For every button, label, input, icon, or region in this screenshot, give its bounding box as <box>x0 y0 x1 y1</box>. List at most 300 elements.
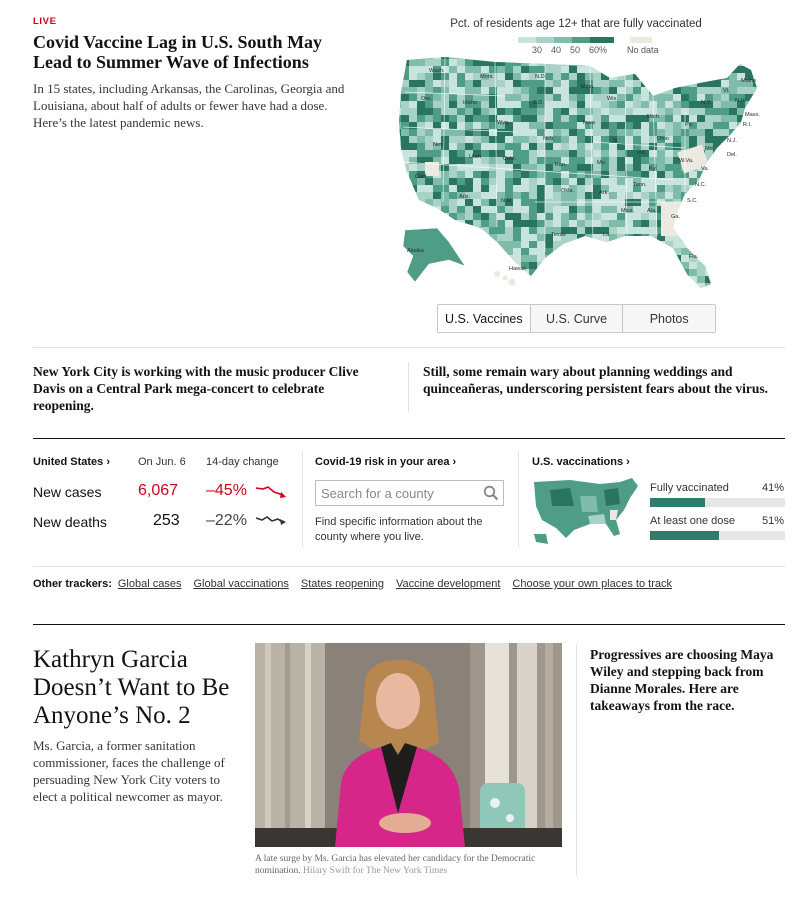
county-cell <box>673 276 681 283</box>
county-cell <box>561 94 569 101</box>
county-cell <box>753 199 761 206</box>
county-cell <box>385 129 393 136</box>
county-cell <box>769 262 777 269</box>
county-cell <box>569 80 577 87</box>
link-vaccine-development[interactable]: Vaccine development <box>396 578 501 590</box>
county-cell <box>777 199 785 206</box>
county-cell <box>401 52 409 59</box>
county-cell <box>777 283 785 290</box>
county-cell <box>609 115 617 122</box>
county-cell <box>417 73 425 80</box>
county-cell <box>737 227 745 234</box>
county-cell <box>505 52 513 59</box>
search-icon[interactable] <box>483 485 499 501</box>
county-cell <box>561 108 569 115</box>
county-cell <box>689 101 697 108</box>
county-cell <box>633 276 641 283</box>
county-cell <box>625 115 633 122</box>
county-cell <box>585 269 593 276</box>
county-cell <box>449 171 457 178</box>
fully-vaccinated-label: Fully vaccinated <box>650 482 729 494</box>
county-cell <box>681 206 689 213</box>
legend-tick: 30 <box>532 45 543 55</box>
county-cell <box>561 52 569 59</box>
county-cell <box>777 248 785 255</box>
county-cell <box>617 73 625 80</box>
county-cell <box>497 136 505 143</box>
county-cell <box>401 59 409 66</box>
county-cell <box>745 52 753 59</box>
county-cell <box>721 66 729 73</box>
county-cell <box>641 136 649 143</box>
map-tabs <box>437 304 716 333</box>
link-global-vaccinations[interactable]: Global vaccinations <box>193 578 289 590</box>
legend-swatch <box>536 37 554 43</box>
county-cell <box>497 59 505 66</box>
county-cell <box>489 262 497 269</box>
county-cell <box>705 80 713 87</box>
county-cell <box>777 290 785 292</box>
county-cell <box>449 234 457 241</box>
county-cell <box>385 101 393 108</box>
county-cell <box>753 171 761 178</box>
link-global-cases[interactable]: Global cases <box>117 578 182 590</box>
county-cell <box>473 248 481 255</box>
county-cell <box>681 87 689 94</box>
county-cell <box>505 227 513 234</box>
county-cell <box>409 206 417 213</box>
county-cell <box>393 241 401 248</box>
county-cell <box>673 136 681 143</box>
county-cell <box>713 248 721 255</box>
county-cell <box>761 241 769 248</box>
county-cell <box>665 241 673 248</box>
county-cell <box>529 136 537 143</box>
county-cell <box>705 255 713 262</box>
county-cell <box>481 136 489 143</box>
county-cell <box>521 115 529 122</box>
county-cell <box>745 206 753 213</box>
county-cell <box>497 52 505 59</box>
county-cell <box>465 164 473 171</box>
county-cell <box>521 129 529 136</box>
county-cell <box>521 108 529 115</box>
county-cell <box>577 94 585 101</box>
county-cell <box>529 59 537 66</box>
county-cell <box>713 199 721 206</box>
county-cell <box>489 227 497 234</box>
county-cell <box>681 80 689 87</box>
us-vaccinations-link[interactable]: U.S. vaccinations › <box>532 456 630 468</box>
county-cell <box>769 178 777 185</box>
county-cell <box>481 101 489 108</box>
county-cell <box>433 276 441 283</box>
county-cell <box>545 185 553 192</box>
county-cell <box>641 283 649 290</box>
county-cell <box>713 108 721 115</box>
state-label: W.Va. <box>679 158 694 164</box>
county-cell <box>529 157 537 164</box>
county-cell <box>577 220 585 227</box>
county-cell <box>617 185 625 192</box>
state-label: Calif. <box>415 174 428 180</box>
county-cell <box>513 94 521 101</box>
county-cell <box>553 276 561 283</box>
county-cell <box>393 199 401 206</box>
county-cell <box>625 220 633 227</box>
county-cell <box>617 129 625 136</box>
county-cell <box>497 129 505 136</box>
county-cell <box>465 80 473 87</box>
county-cell <box>665 255 673 262</box>
county-cell <box>625 241 633 248</box>
county-cell <box>537 185 545 192</box>
garcia-summary[interactable]: Ms. Garcia, a former sanitation commissioner, faces the challenge of persuading New York City voters to elect a political newcomer as mayor. <box>33 738 225 804</box>
top-headline[interactable]: Covid Vaccine Lag in U.S. South May Lead to Summer Wave of Infections <box>33 32 323 72</box>
county-cell <box>657 185 665 192</box>
county-cell <box>625 199 633 206</box>
county-cell <box>449 157 457 164</box>
county-cell <box>721 122 729 129</box>
top-summary[interactable]: In 15 states, including Arkansas, the Carolinas, Georgia and Louisiana, about half of adults or fewer have had a dose. Here’s the latest pandemic news. <box>33 81 345 130</box>
county-cell <box>457 157 465 164</box>
county-cell <box>697 199 705 206</box>
county-cell <box>545 143 553 150</box>
county-cell <box>385 213 393 220</box>
county-cell <box>561 136 569 143</box>
county-cell <box>729 129 737 136</box>
county-cell <box>585 276 593 283</box>
link-choose-places[interactable]: Choose your own places to track <box>512 578 672 590</box>
photo-caption <box>255 853 562 877</box>
county-cell <box>409 283 417 290</box>
secondary-headline-left[interactable]: New York City is working with the music producer Clive Davis on a Central Park mega-concert to celebrate reopening. <box>33 364 359 413</box>
county-cell <box>729 59 737 66</box>
county-cell <box>705 213 713 220</box>
county-cell <box>521 59 529 66</box>
county-cell <box>393 220 401 227</box>
county-cell <box>481 66 489 73</box>
county-cell <box>441 115 449 122</box>
county-cell <box>761 94 769 101</box>
county-cell <box>633 73 641 80</box>
county-cell <box>625 101 633 108</box>
county-cell <box>577 255 585 262</box>
county-cell <box>713 262 721 269</box>
county-cell <box>385 227 393 234</box>
county-cell <box>417 199 425 206</box>
county-cell <box>465 213 473 220</box>
county-cell <box>697 290 705 292</box>
state-label: Okla. <box>561 188 575 194</box>
state-label: Md. <box>705 146 715 152</box>
county-cell <box>761 220 769 227</box>
county-cell <box>505 101 513 108</box>
county-cell <box>585 227 593 234</box>
county-cell <box>729 248 737 255</box>
county-cell <box>585 108 593 115</box>
county-cell <box>633 227 641 234</box>
county-cell <box>569 122 577 129</box>
county-cell <box>713 157 721 164</box>
county-cell <box>505 143 513 150</box>
link-states-reopening[interactable]: States reopening <box>300 578 385 590</box>
county-cell <box>577 290 585 292</box>
county-cell <box>601 276 609 283</box>
county-cell <box>705 59 713 66</box>
county-cell <box>561 241 569 248</box>
mini-vaccination-map[interactable] <box>530 476 640 546</box>
tab-photos[interactable]: Photos <box>622 305 715 332</box>
county-cell <box>457 59 465 66</box>
county-cell <box>425 206 433 213</box>
county-cell <box>449 185 457 192</box>
photo-credit: Hilary Swift for The New York Times <box>303 866 448 876</box>
county-cell <box>457 73 465 80</box>
county-cell <box>665 115 673 122</box>
county-cell <box>497 262 505 269</box>
county-cell <box>665 192 673 199</box>
county-cell <box>401 220 409 227</box>
county-cell <box>561 269 569 276</box>
county-cell <box>777 178 785 185</box>
county-cell <box>617 80 625 87</box>
county-cell <box>665 59 673 66</box>
county-cell <box>657 87 665 94</box>
county-cell <box>393 80 401 87</box>
county-cell <box>617 262 625 269</box>
county-cell <box>641 171 649 178</box>
state-label: Wis. <box>607 96 618 102</box>
county-cell <box>609 59 617 66</box>
county-cell <box>537 115 545 122</box>
county-cell <box>433 129 441 136</box>
county-cell <box>641 213 649 220</box>
county-cell <box>457 164 465 171</box>
county-cell <box>593 101 601 108</box>
county-cell <box>745 262 753 269</box>
county-cell <box>553 115 561 122</box>
county-cell <box>521 136 529 143</box>
county-cell <box>633 199 641 206</box>
county-cell <box>481 262 489 269</box>
tab-us-vaccines[interactable]: U.S. Vaccines <box>438 305 530 332</box>
county-cell <box>537 178 545 185</box>
county-cell <box>481 283 489 290</box>
county-cell <box>521 248 529 255</box>
county-search-input[interactable] <box>315 480 504 506</box>
county-cell <box>649 248 657 255</box>
county-cell <box>601 143 609 150</box>
county-cell <box>553 178 561 185</box>
county-cell <box>657 269 665 276</box>
county-cell <box>569 164 577 171</box>
county-cell <box>697 262 705 269</box>
county-cell <box>705 234 713 241</box>
county-cell <box>697 283 705 290</box>
county-cell <box>417 80 425 87</box>
county-cell <box>425 73 433 80</box>
county-cell <box>561 87 569 94</box>
county-cell <box>729 220 737 227</box>
county-cell <box>401 290 409 292</box>
progressives-headline[interactable]: Progressives are choosing Maya Wiley and stepping back from Dianne Morales. Here are takeaways from the race. <box>590 647 774 713</box>
county-cell <box>777 101 785 108</box>
county-cell <box>561 143 569 150</box>
county-cell <box>601 52 609 59</box>
county-cell <box>689 227 697 234</box>
garcia-photo[interactable] <box>255 643 562 847</box>
us-vaccination-map[interactable] <box>385 52 785 292</box>
county-cell <box>769 248 777 255</box>
county-cell <box>641 129 649 136</box>
county-cell <box>745 234 753 241</box>
county-cell <box>673 73 681 80</box>
county-cell <box>393 122 401 129</box>
date-label: On Jun. 6 <box>138 456 186 468</box>
county-cell <box>393 248 401 255</box>
county-cell <box>393 108 401 115</box>
county-cell <box>745 227 753 234</box>
county-cell <box>401 143 409 150</box>
county-cell <box>417 52 425 59</box>
county-cell <box>409 220 417 227</box>
county-cell <box>689 276 697 283</box>
county-cell <box>649 150 657 157</box>
county-cell <box>449 269 457 276</box>
state-label: N.H. <box>735 98 747 104</box>
county-cell <box>545 129 553 136</box>
county-cell <box>529 108 537 115</box>
county-cell <box>721 157 729 164</box>
county-cell <box>385 52 393 59</box>
county-cell <box>569 262 577 269</box>
county-cell <box>393 269 401 276</box>
county-cell <box>401 276 409 283</box>
county-cell <box>601 108 609 115</box>
county-cell <box>569 52 577 59</box>
county-cell <box>473 115 481 122</box>
county-cell <box>385 66 393 73</box>
county-cell <box>489 234 497 241</box>
risk-area-link[interactable]: Covid-19 risk in your area › <box>315 456 457 468</box>
county-cell <box>513 227 521 234</box>
county-cell <box>769 101 777 108</box>
county-cell <box>553 248 561 255</box>
county-cell <box>401 94 409 101</box>
county-cell <box>633 213 641 220</box>
county-cell <box>633 52 641 59</box>
county-cell <box>681 227 689 234</box>
county-cell <box>585 73 593 80</box>
county-cell <box>481 269 489 276</box>
county-cell <box>649 234 657 241</box>
county-cell <box>641 248 649 255</box>
county-cell <box>409 290 417 292</box>
county-cell <box>657 73 665 80</box>
county-cell <box>553 290 561 292</box>
county-cell <box>673 255 681 262</box>
tab-us-curve[interactable]: U.S. Curve <box>530 305 623 332</box>
county-cell <box>449 101 457 108</box>
county-cell <box>553 255 561 262</box>
county-cell <box>713 101 721 108</box>
county-cell <box>673 283 681 290</box>
county-cell <box>713 136 721 143</box>
county-cell <box>497 66 505 73</box>
county-cell <box>393 283 401 290</box>
county-cell <box>713 269 721 276</box>
county-cell <box>577 129 585 136</box>
county-cell <box>633 241 641 248</box>
county-cell <box>769 220 777 227</box>
county-cell <box>577 157 585 164</box>
county-cell <box>465 136 473 143</box>
county-cell <box>473 220 481 227</box>
county-cell <box>665 122 673 129</box>
fully-vaccinated-pct: 41% <box>762 482 785 494</box>
county-cell <box>417 213 425 220</box>
county-cell <box>761 192 769 199</box>
county-cell <box>489 206 497 213</box>
county-cell <box>489 87 497 94</box>
us-tracker-link[interactable]: United States › <box>33 456 111 468</box>
county-cell <box>721 73 729 80</box>
county-cell <box>761 248 769 255</box>
county-cell <box>737 164 745 171</box>
county-cell <box>681 59 689 66</box>
county-cell <box>481 185 489 192</box>
county-cell <box>521 227 529 234</box>
county-cell <box>657 150 665 157</box>
county-cell <box>729 192 737 199</box>
county-cell <box>625 94 633 101</box>
county-cell <box>385 59 393 66</box>
state-label: Nev. <box>433 142 445 148</box>
county-cell <box>481 241 489 248</box>
county-cell <box>425 52 433 59</box>
county-cell <box>609 269 617 276</box>
county-cell <box>769 213 777 220</box>
county-cell <box>441 199 449 206</box>
county-cell <box>433 199 441 206</box>
county-cell <box>761 164 769 171</box>
county-cell <box>705 192 713 199</box>
county-cell <box>585 248 593 255</box>
county-cell <box>465 262 473 269</box>
county-cell <box>761 283 769 290</box>
county-cell <box>409 122 417 129</box>
county-cell <box>593 108 601 115</box>
county-cell <box>569 150 577 157</box>
county-cell <box>585 290 593 292</box>
county-cell <box>697 241 705 248</box>
county-cell <box>721 283 729 290</box>
county-cell <box>769 276 777 283</box>
secondary-headline-right[interactable]: Still, some remain wary about planning weddings and quinceañeras, underscoring persistent fears about the virus. <box>423 364 768 396</box>
county-cell <box>697 136 705 143</box>
county-cell <box>513 73 521 80</box>
county-cell <box>481 150 489 157</box>
county-cell <box>497 206 505 213</box>
county-cell <box>473 192 481 199</box>
county-cell <box>537 206 545 213</box>
county-cell <box>665 87 673 94</box>
county-cell <box>617 59 625 66</box>
county-cell <box>385 164 393 171</box>
garcia-headline[interactable]: Kathryn Garcia Doesn’t Want to Be Anyone’s No. 2 <box>33 646 230 729</box>
county-cell <box>473 199 481 206</box>
